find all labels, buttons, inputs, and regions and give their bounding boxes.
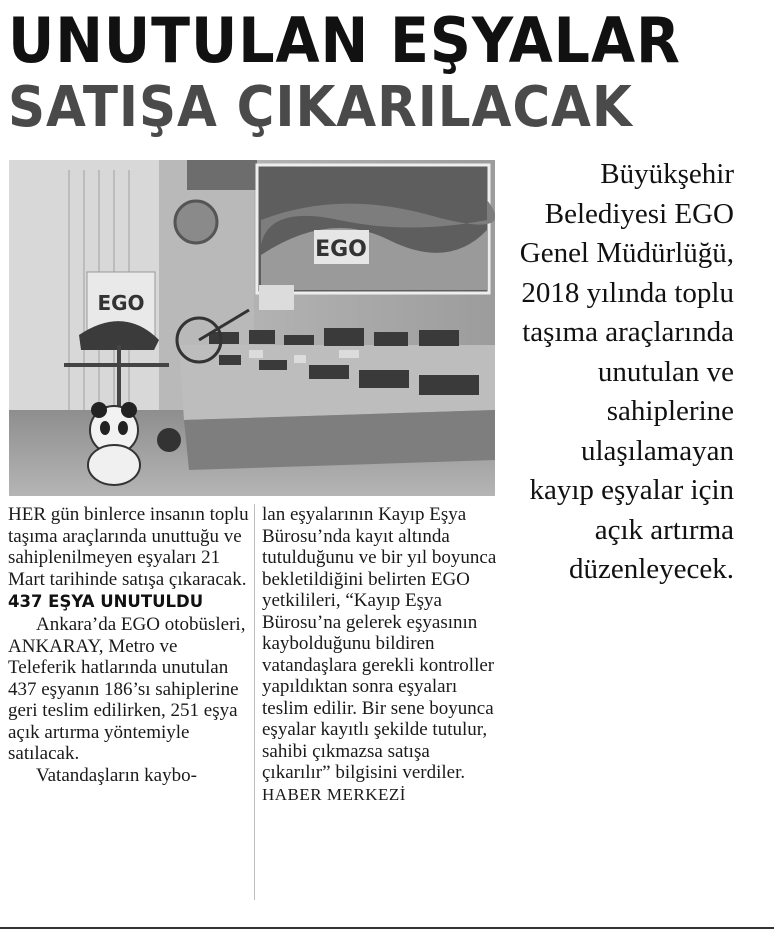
article-paragraph-1: Ankara’da EGO otobüsleri, ANKARAY, Metro ve Teleferik hatlarında unutulan 437 eşyanın 186’sı sahiplerine geri teslim edilirken, 251 eşya açık artırma yöntemiyle satılacak.: [8, 614, 246, 764]
article-paragraph-2-start: Vatandaşların kaybo-: [36, 764, 197, 786]
news-photo: [9, 160, 495, 496]
article-column-2-text: [262, 504, 500, 805]
bottom-rule: [0, 927, 774, 929]
headline-line-2: SATIŞA ÇIKARILACAK: [8, 75, 633, 140]
article-column-1: [8, 504, 250, 786]
headline: [8, 4, 768, 140]
byline: HABER MERKEZİ: [262, 784, 406, 804]
column-divider: [254, 504, 255, 900]
lead-paragraph: Büyükşehir Belediyesi EGO Genel Müdürlüğü, 2018 yılında toplu taşıma araçlarında unutulan ve sahiplerine ulaşılamayan kayıp eşyalar için açık artırma düzenleyecek.: [519, 158, 734, 585]
article-column-2: [262, 504, 500, 805]
article-intro: HER gün binlerce insanın toplu taşıma araçlarında unuttuğu ve sahiplenilmeyen eşyaları 21 Mart tarihinde satışa çıkaracak.: [8, 504, 249, 590]
banner-logo-text: EGO: [315, 237, 367, 262]
article-subhead: 437 EŞYA UNUTULDU: [8, 592, 204, 611]
poster-logo-text: EGO: [97, 291, 145, 315]
article-paragraph-2-continued: lan eşyalarının Kayıp Eşya Bürosu’nda kayıt altında tutulduğunu ve bir yıl boyunca bekletildiğini belirten EGO yetkilileri, “Kayıp Eşya Bürosu’na gelerek eşyasının kaybolduğunu bildiren vatandaşlara gerekli kontroller yapıldıktan sonra eşyaları teslim edilir. Bir sene boyunca eşyalar kayıtlı şekilde tutulur, sahibi çıkmazsa satışa çıkarılır” bilgisini verdiler.: [262, 504, 497, 783]
headline-line-1: UNUTULAN EŞYALAR: [8, 4, 681, 77]
photo-illustration: [9, 160, 495, 496]
